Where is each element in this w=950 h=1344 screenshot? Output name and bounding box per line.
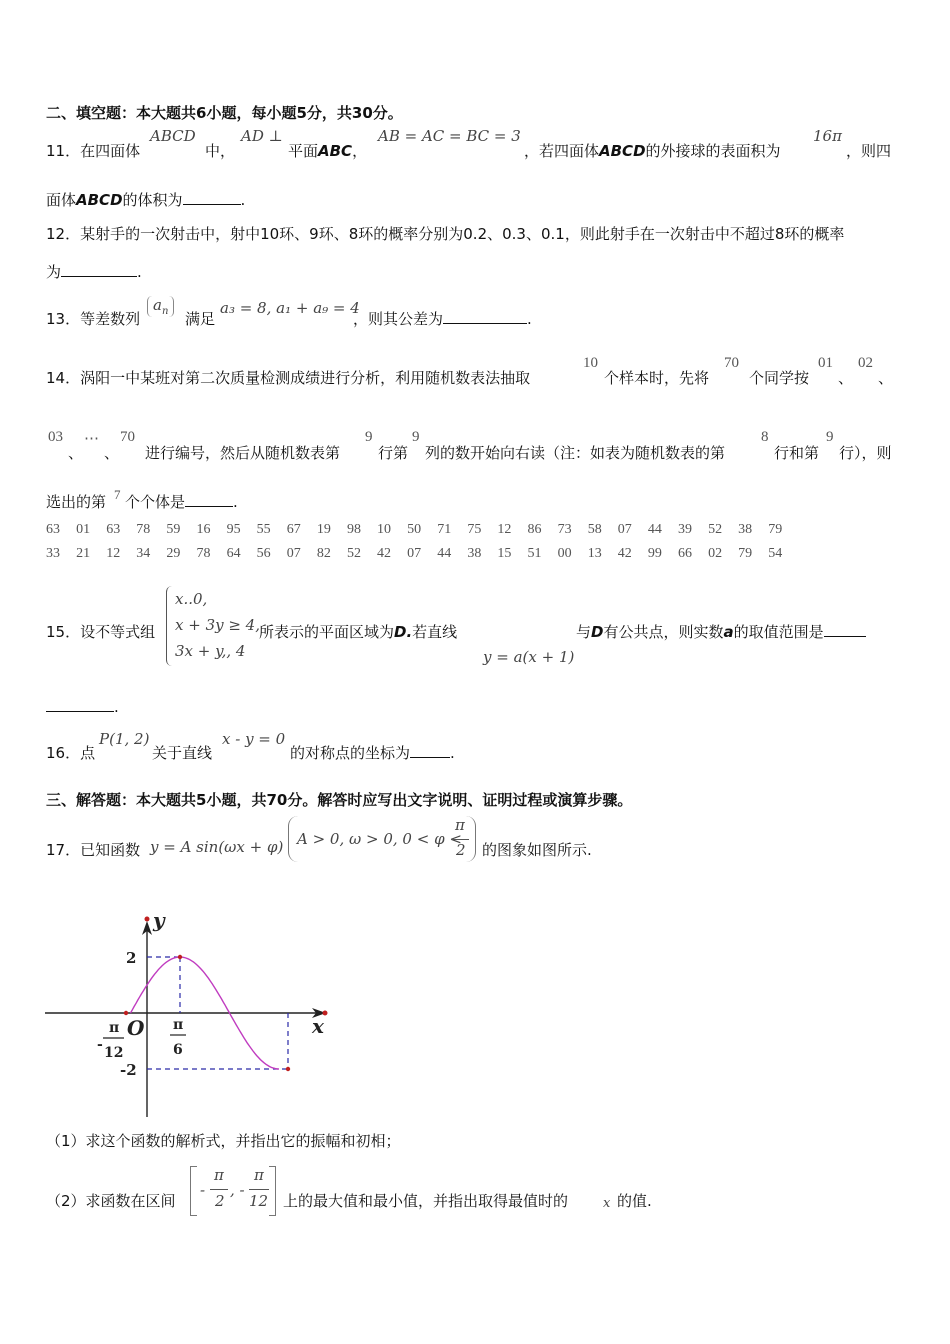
- q17-iv-comma: , -: [230, 1181, 245, 1199]
- random-number-cell: 79: [738, 546, 753, 561]
- q14-line3-text: 选出的第: [46, 493, 107, 511]
- q14-n10: 10: [583, 355, 598, 371]
- q15-text2: 与D有公共点，则实数a的取值范围是: [576, 622, 866, 642]
- q14-sep1: 、: [838, 369, 854, 387]
- q16-answer-blank[interactable]: [410, 743, 450, 758]
- random-number-cell: 71: [437, 522, 452, 537]
- random-number-cell: 55: [256, 522, 271, 537]
- random-number-cell: 13: [587, 546, 602, 561]
- q17-iv-bar1: [210, 1189, 228, 1190]
- q17-text1: 的图象如图所示.: [482, 841, 592, 859]
- q15-answer-blank-1[interactable]: [824, 622, 866, 637]
- q14-answer-blank[interactable]: [185, 492, 233, 507]
- random-number-cell: 02: [708, 546, 723, 561]
- q14-n02: 02: [858, 355, 873, 371]
- q13-text2: ，则其公差为 .: [353, 310, 532, 328]
- random-number-cell: 58: [587, 522, 602, 537]
- q17-iv-den2: 12: [249, 1192, 269, 1210]
- q17-cond-two: 2: [456, 841, 466, 859]
- random-number-cell: 99: [647, 546, 662, 561]
- random-number-cell: 10: [377, 522, 392, 537]
- q13-text1: 满足: [185, 310, 216, 328]
- random-number-cell: 00: [557, 546, 572, 561]
- q15-answer-blank-2[interactable]: [46, 697, 114, 712]
- random-number-cell: 15: [497, 546, 512, 561]
- random-number-cell: 44: [437, 546, 452, 561]
- q14-text6: 行和第: [774, 444, 820, 462]
- ytick-2: 2: [126, 949, 137, 967]
- q11-text1: 中，: [205, 142, 236, 160]
- q14-n70b: 70: [120, 429, 135, 445]
- q11-number: 11．在四面体: [46, 142, 141, 160]
- random-number-cell: 07: [286, 546, 301, 561]
- q14-n01: 01: [818, 355, 833, 371]
- q14-n7: 7: [114, 487, 121, 502]
- random-table-row9: [46, 546, 798, 562]
- q11-math-equal-sides: AB = AC = BC = 3: [378, 127, 521, 145]
- random-number-cell: 64: [226, 546, 241, 561]
- random-number-cell: 12: [106, 546, 121, 561]
- random-number-cell: 34: [136, 546, 151, 561]
- q17-interval-left-bracket: [190, 1166, 197, 1216]
- q12-answer-blank[interactable]: [61, 262, 137, 277]
- x-axis-label: x: [312, 1014, 324, 1038]
- q14-n9c: 9: [826, 429, 834, 445]
- q15-ineq1: x..0,: [175, 590, 208, 608]
- q15-inequality-system: [166, 586, 260, 666]
- random-number-cell: 33: [46, 546, 60, 561]
- q17-cond-fraction-bar: [451, 839, 469, 840]
- curve-start-dot: [124, 1011, 128, 1015]
- random-number-cell: 75: [467, 522, 482, 537]
- y-axis-end-dot: [145, 917, 150, 922]
- q13-number: 13．等差数列: [46, 310, 141, 328]
- random-number-cell: 39: [677, 522, 692, 537]
- random-number-cell: 07: [617, 522, 632, 537]
- q15-text1: 所表示的平面区域为D.若直线: [259, 623, 458, 641]
- q12-line2: 为 .: [46, 263, 142, 281]
- random-number-cell: 86: [527, 522, 542, 537]
- q17-sine-graph: [40, 905, 340, 1120]
- q15-ineq3: 3x + y,, 4: [175, 642, 246, 660]
- q16-point: P(1, 2): [99, 730, 150, 748]
- random-number-cell: 73: [557, 522, 572, 537]
- q14-text7: 行），则: [839, 444, 892, 462]
- xtick-left-sign: -: [97, 1037, 103, 1053]
- q14-line3-text2: 个个体是 .: [125, 493, 238, 511]
- random-number-cell: 78: [136, 522, 151, 537]
- q11-math-ad-perp: AD ⊥: [241, 127, 283, 145]
- random-number-cell: 56: [256, 546, 271, 561]
- q17-part1: （1）求这个函数的解析式，并指出它的振幅和初相；: [46, 1132, 401, 1150]
- random-number-cell: 66: [677, 546, 692, 561]
- random-number-cell: 82: [316, 546, 331, 561]
- xtick-left-pi: π: [109, 1020, 120, 1036]
- q11-math-16pi: 16π: [813, 127, 842, 145]
- q11-text4: ，则四: [846, 142, 892, 160]
- q11-math-abcd: ABCD: [150, 127, 196, 145]
- xtick-right-den: 6: [173, 1042, 183, 1058]
- q13-math-condition: a₃ = 8, a₁ + a₉ = 4: [220, 299, 360, 317]
- section2-heading: 二、填空题：本大题共6小题，每小题5分，共30分。: [46, 104, 403, 122]
- xtick-left-den: 12: [104, 1045, 124, 1061]
- ytick-neg2: -2: [120, 1061, 137, 1079]
- random-number-cell: 50: [407, 522, 422, 537]
- q17-iv-pi1: π: [214, 1166, 224, 1184]
- q11-text2: 平面ABC，: [288, 142, 368, 160]
- random-number-cell: 51: [527, 546, 542, 561]
- q17-iv-bar2: [249, 1189, 269, 1190]
- q14-n8: 8: [761, 429, 769, 445]
- q17-part2-text3: 的值.: [617, 1192, 652, 1210]
- section3-heading: 三、解答题：本大题共5小题，共70分。解答时应写出文字说明、证明过程或演算步骤。: [46, 791, 633, 809]
- q15-line2: .: [46, 697, 119, 717]
- q16-number: 16．点: [46, 744, 96, 762]
- q17-number: 17．已知函数: [46, 841, 141, 859]
- curve-end-dot: [286, 1067, 290, 1071]
- random-number-cell: 44: [647, 522, 662, 537]
- q16-text1: 关于直线: [152, 744, 213, 762]
- q13-seq-braces: $a_n$: [147, 296, 174, 317]
- q11-answer-blank[interactable]: [183, 190, 241, 205]
- q14-text5: 列的数开始向右读（注：如表为随机数表的第: [425, 444, 726, 462]
- random-number-cell: 63: [106, 522, 121, 537]
- q14-sep2: 、: [878, 369, 894, 387]
- q15-ineq2: x + 3y ≥ 4,: [175, 616, 260, 634]
- q17-iv-den1: 2: [215, 1192, 225, 1210]
- q17-function: y = A sin(ωx + φ): [150, 838, 284, 856]
- curve-peak-dot: [178, 955, 182, 959]
- xtick-right-pi: π: [173, 1017, 184, 1033]
- q12-line1: 12．某射手的一次射击中，射中10环、9环、8环的概率分别为0.2、0.3、0.1，则此射手在一次射击中不超过8环的概率: [46, 225, 845, 243]
- random-number-cell: 54: [768, 546, 783, 561]
- random-number-cell: 59: [166, 522, 181, 537]
- q17-part2-x: x: [603, 1196, 611, 1211]
- q17-iv-pi2: π: [254, 1166, 264, 1184]
- q17-part2-text2: 上的最大值和最小值，并指出取得最值时的: [283, 1192, 569, 1210]
- q14-line1-text: 14．涡阳一中某班对第二次质量检测成绩进行分析，利用随机数表法抽取: [46, 369, 531, 387]
- random-number-cell: 52: [708, 522, 723, 537]
- q14-text2: 个同学按: [749, 369, 810, 387]
- q14-text4: 行第: [378, 444, 409, 462]
- q17-cond-pi: π: [455, 816, 465, 834]
- q17-interval-right-bracket: [269, 1166, 276, 1216]
- random-number-cell: 42: [617, 546, 632, 561]
- q11-line2: 面体ABCD的体积为 .: [46, 191, 246, 209]
- q16-line: x - y = 0: [222, 730, 286, 748]
- q14-n03: 03: [48, 429, 63, 445]
- random-number-cell: 67: [286, 522, 301, 537]
- random-number-cell: 21: [76, 546, 91, 561]
- random-table-row8: [46, 522, 798, 538]
- q13-answer-blank[interactable]: [443, 309, 527, 324]
- random-number-cell: 01: [76, 522, 91, 537]
- random-number-cell: 16: [196, 522, 211, 537]
- q14-sep3: 、: [68, 444, 84, 462]
- random-number-cell: 79: [768, 522, 783, 537]
- q14-sep4: 、: [104, 444, 120, 462]
- random-number-cell: 42: [377, 546, 392, 561]
- random-number-cell: 19: [316, 522, 331, 537]
- q11-line1: [46, 141, 140, 161]
- q15-line-eq: y = a(x + 1): [483, 648, 575, 666]
- random-number-cell: 12: [497, 522, 512, 537]
- q17-iv-minus1: -: [200, 1181, 206, 1199]
- q14-n70: 70: [724, 355, 739, 371]
- q14-n9a: 9: [365, 429, 373, 445]
- q11-text3: ，若四面体ABCD的外接球的表面积为: [524, 142, 781, 160]
- random-number-cell: 63: [46, 522, 60, 537]
- random-number-cell: 38: [467, 546, 482, 561]
- y-axis-label: y: [153, 908, 165, 932]
- q17-condition: A > 0, ω > 0, 0 < φ <: [297, 830, 462, 848]
- random-number-cell: 98: [346, 522, 361, 537]
- q14-n9b: 9: [412, 429, 420, 445]
- q14-text1: 个样本时，先将: [604, 369, 710, 387]
- random-number-cell: 52: [346, 546, 361, 561]
- random-number-cell: 78: [196, 546, 211, 561]
- q15-number: 15．设不等式组: [46, 623, 156, 641]
- q14-text3: 进行编号，然后从随机数表第: [145, 444, 341, 462]
- random-number-cell: 95: [226, 522, 241, 537]
- random-number-cell: 29: [166, 546, 181, 561]
- origin-label: O: [127, 1016, 145, 1040]
- q11-abc: ABC: [318, 142, 353, 160]
- q16-text2: 的对称点的坐标为 .: [290, 744, 455, 762]
- random-number-cell: 38: [738, 522, 753, 537]
- random-number-cell: 07: [407, 546, 422, 561]
- q14-dots: ⋯: [84, 431, 99, 447]
- q17-part2-text1: （2）求函数在区间: [46, 1192, 176, 1210]
